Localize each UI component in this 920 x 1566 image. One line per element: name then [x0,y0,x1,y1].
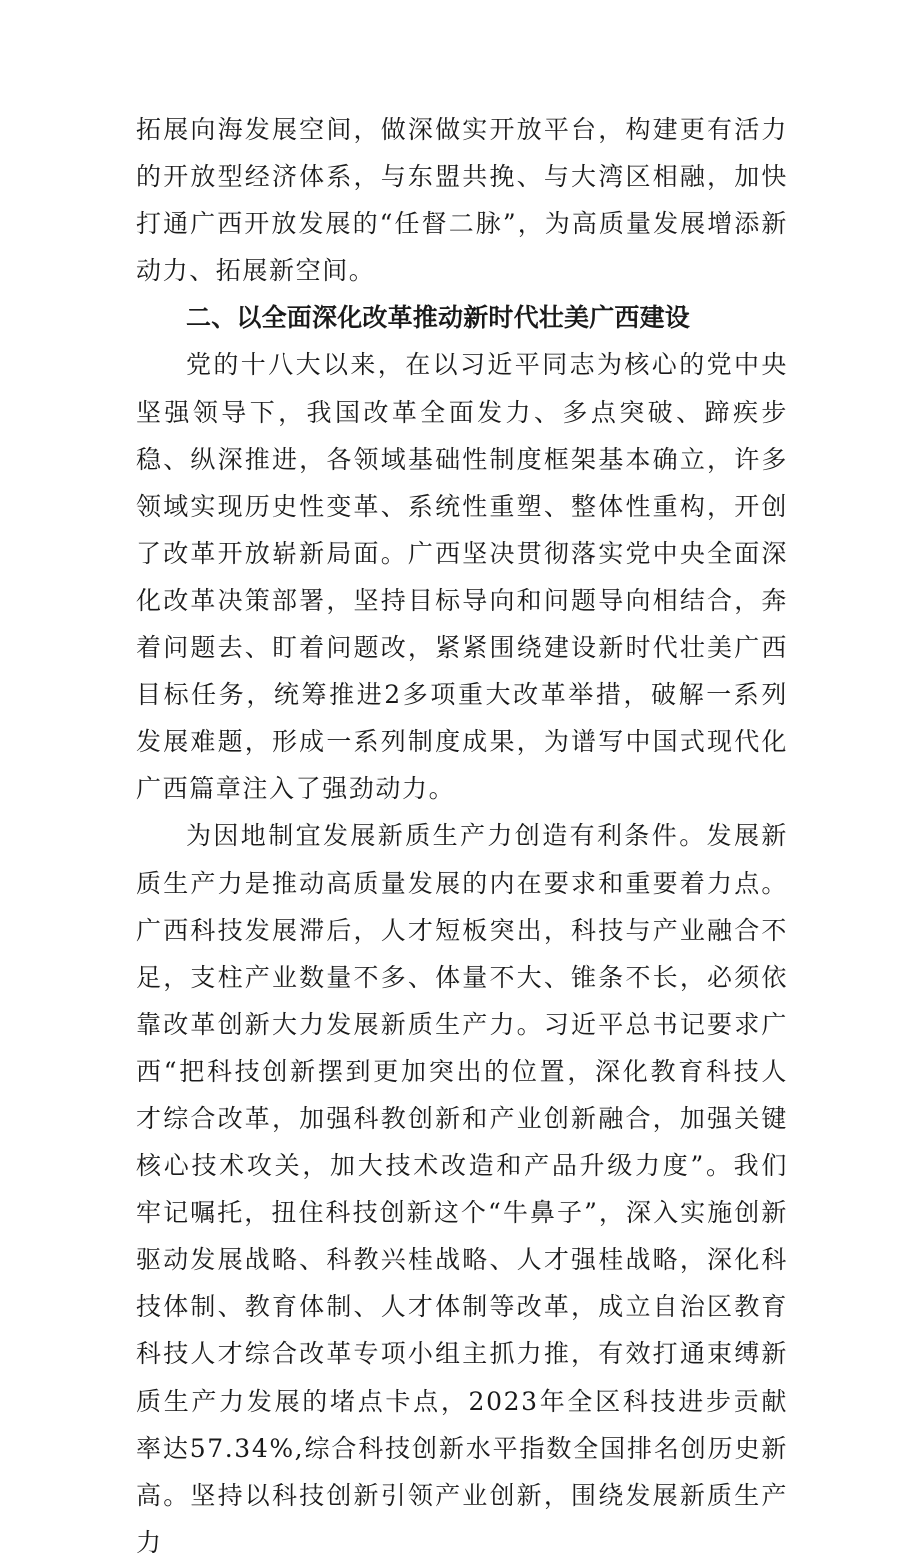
document-body [136,106,788,1566]
paragraph-reform-overview: 党的十八大以来，在以习近平同志为核心的党中央坚强领导下，我国改革全面发力、多点突破、蹄疾步稳、纵深推进，各领域基础性制度框架基本确立，许多领域实现历史性变革、系统性重塑、整体性重构，开创了改革开放崭新局面。广西坚决贯彻落实党中央全面深化改革决策部署，坚持目标导向和问题导向相结合，奔着问题去、盯着问题改，紧紧围绕建设新时代壮美广西目标任务，统筹推进2多项重大改革举措，破解一系列发展难题，形成一系列制度成果，为谱写中国式现代化广西篇章注入了强劲动力。 [136,350,788,804]
paragraph-continuation: 拓展向海发展空间，做深做实开放平台，构建更有活力的开放型经济体系，与东盟共挽、与大湾区相融，加快打通广西开放发展的“任督二脉”，为高质量发展增添新动力、拓展新空间。 [136,115,788,286]
section-heading: 二、以全面深化改革推动新时代壮美广西建设 [186,303,691,333]
paragraph-new-productivity: 为因地制宜发展新质生产力创造有利条件。发展新质生产力是推动高质量发展的内在要求和重要着力点。广西科技发展滞后，人才短板突出，科技与产业融合不足，支柱产业数量不多、体量不大、锥条不长，必须依靠改革创新大力发展新质生产力。习近平总书记要求广西“把科技创新摆到更加突出的位置，深化教育科技人才综合改革，加强科教创新和产业创新融合，加强关键核心技术攻关，加大技术改造和产品升级力度”。我们牢记嘱托，扭住科技创新这个“牛鼻子”，深入实施创新驱动发展战略、科教兴桂战略、人才强桂战略，深化科技体制、教育体制、人才体制等改革，成立自治区教育科技人才综合改革专项小组主抓力推，有效打通束缚新质生产力发展的堵点卡点，2023年全区科技进步贡献率达57.34%,综合科技创新水平指数全国排名创历史新高。坚持以科技创新引领产业创新，围绕发展新质生产力 [136,821,788,1557]
